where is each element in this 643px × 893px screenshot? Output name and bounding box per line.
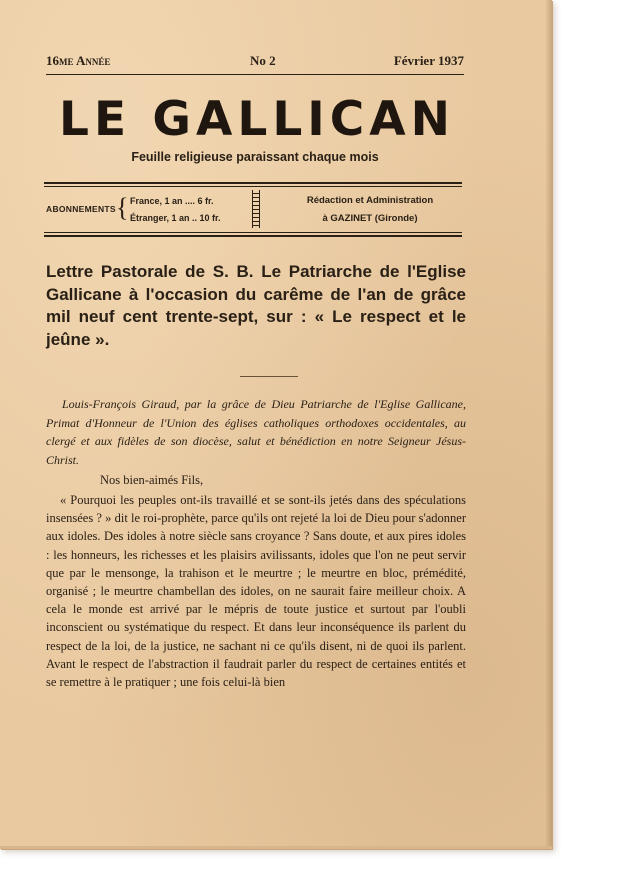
article-salutation: Nos bien-aimés Fils,	[100, 473, 204, 487]
subscription-box	[44, 186, 462, 234]
price-france: France, 1 an .... 6 fr.	[130, 196, 214, 206]
issue-year: 16me Année	[46, 53, 111, 68]
brace-glyph: {	[116, 193, 129, 222]
article-intro: Louis-François Giraud, par la grâce de Dieu Patriarche de l'Eglise Gallicane, Primat d'Honneur de l'Union des églises catholiques orthodoxes occidentales, au clergé et aux fidèles de son diocèse, salut et bénédiction en notre Seigneur Jésus-Christ.	[46, 397, 466, 467]
subs-bottom-rule-thick	[44, 235, 462, 237]
subs-top-rule-thick	[44, 182, 462, 184]
page-edge-shadow	[546, 0, 552, 846]
article-body: « Pourquoi les peuples ont-ils travaillé et se sont-ils jetés dans des spéculations insensées ? » dit le roi-prophète, parce qu'ils ont rejeté la loi de Dieu pour s'adonner aux idoles. Des idoles à notre siècle sans croyance ? Sans doute, et aux pires idoles : les honneurs, les richesses et les plaisirs avilissants, idoles que l'on ne peut servir que par le mensonge, la trahison et le meurtre ; le meurtre en bloc, prémédité, organisé ; le meurtre chambellan des idoles, on ne saurait faire meilleur choix. A cela le monde est arrivé par le mépris de toute justice et surtout par l'oubli inconscient ou systématique du respect. Et dans leur inconséquence ils parlent du respect de la loi, de la justice, ne sachant ni ce qu'ils disent, ni de quoi ils parlent. Avant le respect de l'abstraction il faudrait parler du respect de certaines entités et se remettre à le pratiquer ; une fois celui-là bien	[46, 493, 466, 690]
ornament-divider	[252, 190, 260, 228]
masthead-title: LE GALLICAN	[59, 92, 455, 147]
price-abroad: Étranger, 1 an .. 10 fr.	[130, 213, 221, 223]
subscriptions-label: ABONNEMENTS	[46, 204, 116, 214]
issue-info-bar	[46, 53, 464, 71]
issue-date: Février 1937	[393, 53, 464, 68]
issue-number: No 2	[250, 53, 276, 68]
top-rule	[46, 74, 464, 75]
article-headline: Lettre Pastorale de S. B. Le Patriarche de l'Eglise Gallicane à l'occasion du carême de l'an de grâce mil neuf cent trente-sept, sur : « Le respect et le jeûne ».	[46, 262, 466, 349]
editorial-address: à GAZINET (Gironde)	[322, 213, 418, 224]
editorial-label: Rédaction et Administration	[306, 195, 434, 206]
headline-divider	[240, 376, 298, 377]
subs-bottom-rule-thin	[44, 232, 462, 233]
masthead-subtitle: Feuille religieuse paraissant chaque mois	[131, 150, 379, 164]
